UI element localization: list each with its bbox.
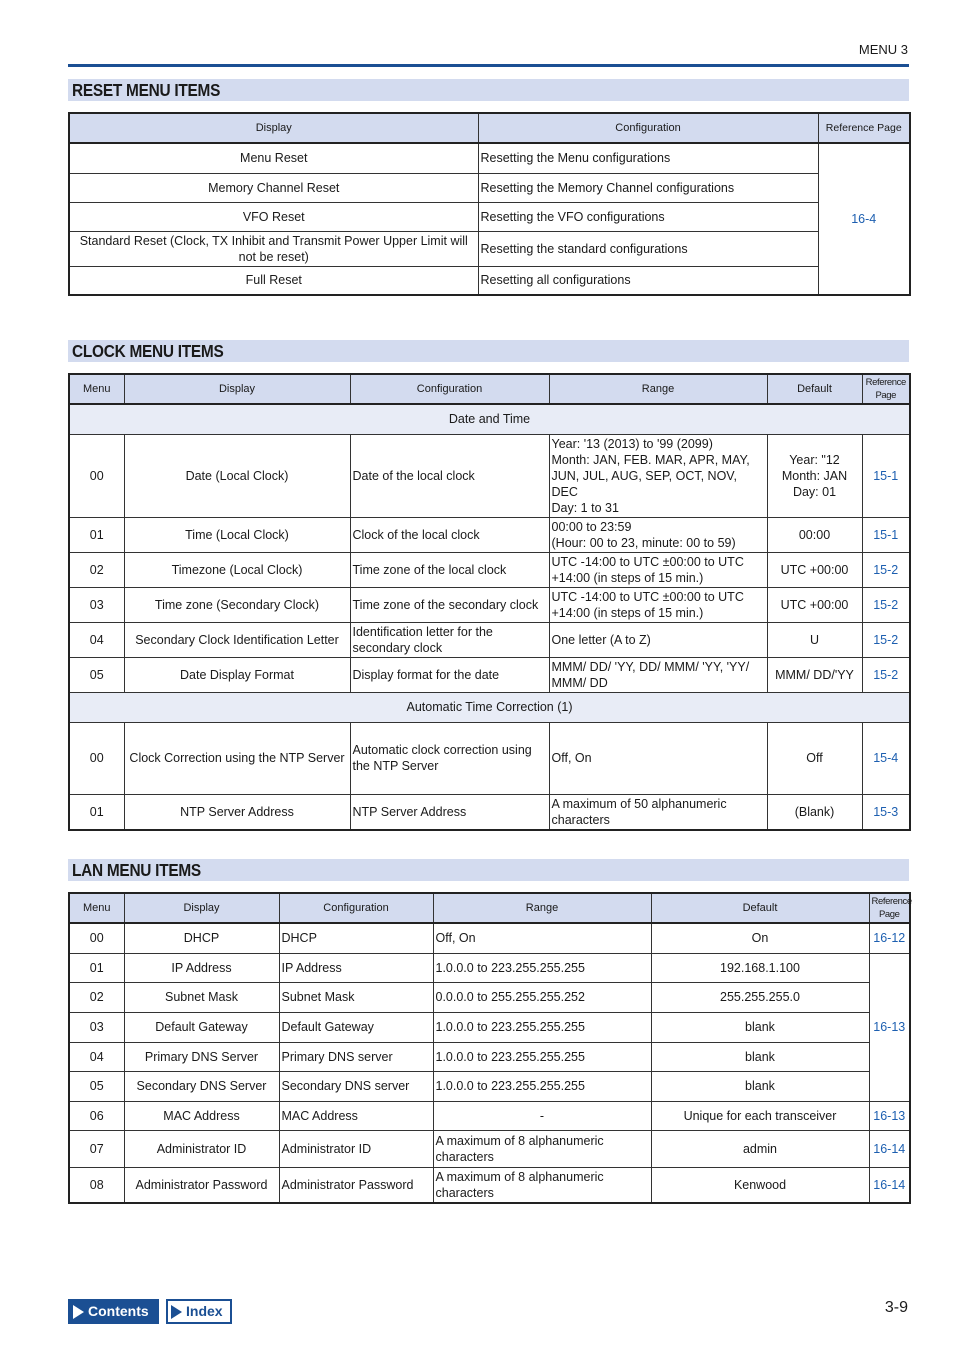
lan-header-menu: Menu [69, 893, 124, 923]
menu-number: 05 [69, 657, 124, 692]
table-row [69, 552, 910, 587]
table-row [69, 517, 910, 552]
configuration-cell: IP Address [279, 953, 433, 982]
table-row [69, 173, 910, 202]
contents-label: Contents [88, 1303, 149, 1319]
clock-section-title: CLOCK MENU ITEMS [68, 340, 909, 362]
range-cell: 1.0.0.0 to 223.255.255.255 [433, 953, 651, 982]
display-cell: Administrator ID [124, 1130, 279, 1167]
lan-section-title: LAN MENU ITEMS [68, 859, 909, 881]
display-cell: Secondary Clock Identification Letter [124, 622, 350, 657]
display-cell: DHCP [124, 923, 279, 953]
reference-link[interactable]: 16-13 [869, 1101, 910, 1130]
display-cell: Time (Local Clock) [124, 517, 350, 552]
display-cell: Time zone (Secondary Clock) [124, 587, 350, 622]
display-cell: IP Address [124, 953, 279, 982]
reference-link[interactable]: 15-2 [862, 622, 910, 657]
clock-header-display: Display [124, 374, 350, 404]
display-cell: Primary DNS Server [124, 1042, 279, 1071]
default-cell: UTC +00:00 [767, 552, 862, 587]
range-cell: 1.0.0.0 to 223.255.255.255 [433, 1012, 651, 1042]
group-row [69, 404, 910, 434]
table-row [69, 202, 910, 231]
reference-link[interactable]: 15-4 [862, 722, 910, 794]
configuration-cell: Secondary DNS server [279, 1071, 433, 1101]
reset-section-title: RESET MENU ITEMS [68, 79, 909, 101]
reset-configuration: Resetting the VFO configurations [478, 202, 818, 231]
default-cell: 192.168.1.100 [651, 953, 869, 982]
table-row [69, 622, 910, 657]
reference-link[interactable]: 15-3 [862, 794, 910, 830]
table-row [69, 1012, 910, 1042]
configuration-cell: Time zone of the secondary clock [350, 587, 549, 622]
reset-header-configuration: Configuration [478, 113, 818, 143]
display-cell: Subnet Mask [124, 982, 279, 1012]
display-cell: Clock Correction using the NTP Server [124, 722, 350, 794]
default-cell: blank [651, 1042, 869, 1071]
reset-configuration: Resetting all configurations [478, 266, 818, 295]
reference-link[interactable]: 15-1 [862, 434, 910, 517]
configuration-cell: Subnet Mask [279, 982, 433, 1012]
default-cell: blank [651, 1071, 869, 1101]
range-cell: Off, On [433, 923, 651, 953]
default-cell: (Blank) [767, 794, 862, 830]
menu-number: 04 [69, 622, 124, 657]
display-cell: Timezone (Local Clock) [124, 552, 350, 587]
range-cell: UTC -14:00 to UTC ±00:00 to UTC +14:00 (in steps of 15 min.) [549, 587, 767, 622]
menu-number: 03 [69, 1012, 124, 1042]
configuration-cell: Clock of the local clock [350, 517, 549, 552]
reset-display: Memory Channel Reset [69, 173, 478, 202]
menu-label: MENU 3 [858, 42, 908, 57]
menu-number: 07 [69, 1130, 124, 1167]
reset-header-display: Display [69, 113, 478, 143]
table-row [69, 587, 910, 622]
configuration-cell: Identification letter for the secondary clock [350, 622, 549, 657]
reset-display: VFO Reset [69, 202, 478, 231]
display-cell: MAC Address [124, 1101, 279, 1130]
table-row [69, 266, 910, 295]
menu-number: 00 [69, 722, 124, 794]
group-row [69, 692, 910, 722]
default-cell: Off [767, 722, 862, 794]
range-cell: A maximum of 50 alphanumeric characters [549, 794, 767, 830]
configuration-cell: DHCP [279, 923, 433, 953]
clock-header-menu: Menu [69, 374, 124, 404]
range-cell: MMM/ DD/ 'YY, DD/ MMM/ 'YY, 'YY/ MMM/ DD [549, 657, 767, 692]
configuration-cell: Default Gateway [279, 1012, 433, 1042]
reset-configuration: Resetting the standard configurations [478, 231, 818, 266]
menu-number: 08 [69, 1167, 124, 1203]
default-cell: UTC +00:00 [767, 587, 862, 622]
reference-link[interactable]: 16-14 [869, 1167, 910, 1203]
reset-table [68, 112, 911, 296]
table-row [69, 231, 910, 266]
range-cell: A maximum of 8 alphanumeric characters [433, 1130, 651, 1167]
index-button[interactable] [166, 1299, 232, 1324]
configuration-cell: Primary DNS server [279, 1042, 433, 1071]
reset-display: Full Reset [69, 266, 478, 295]
default-cell: admin [651, 1130, 869, 1167]
reference-link[interactable]: 16-14 [869, 1130, 910, 1167]
table-row [69, 722, 910, 794]
range-cell: UTC -14:00 to UTC ±00:00 to UTC +14:00 (in steps of 15 min.) [549, 552, 767, 587]
play-arrow-icon [171, 1305, 182, 1319]
table-row [69, 1130, 910, 1167]
lan-header-range: Range [433, 893, 651, 923]
default-cell: Kenwood [651, 1167, 869, 1203]
reference-link[interactable]: 15-1 [862, 517, 910, 552]
menu-number: 02 [69, 982, 124, 1012]
group-label-automatic-time-correction: Automatic Time Correction (1) [69, 692, 910, 722]
table-row [69, 982, 910, 1012]
menu-number: 00 [69, 434, 124, 517]
clock-header-default: Default [767, 374, 862, 404]
table-row [69, 657, 910, 692]
configuration-cell: Date of the local clock [350, 434, 549, 517]
configuration-cell: NTP Server Address [350, 794, 549, 830]
table-row [69, 953, 910, 982]
table-row [69, 794, 910, 830]
table-row [69, 1167, 910, 1203]
play-arrow-icon [73, 1305, 84, 1319]
group-label-date-and-time: Date and Time [69, 404, 910, 434]
default-cell: U [767, 622, 862, 657]
clock-table [68, 373, 911, 831]
default-cell: MMM/ DD/'YY [767, 657, 862, 692]
default-cell: 00:00 [767, 517, 862, 552]
display-cell: NTP Server Address [124, 794, 350, 830]
range-cell: A maximum of 8 alphanumeric characters [433, 1167, 651, 1203]
lan-header-display: Display [124, 893, 279, 923]
lan-header-configuration: Configuration [279, 893, 433, 923]
table-row [69, 1101, 910, 1130]
menu-number: 05 [69, 1071, 124, 1101]
display-cell: Date Display Format [124, 657, 350, 692]
table-row [69, 923, 910, 953]
range-cell: 00:00 to 23:59 (Hour: 00 to 23, minute: 00 to 59) [549, 517, 767, 552]
reference-link[interactable]: 16-13 [869, 953, 910, 1101]
configuration-cell: Display format for the date [350, 657, 549, 692]
configuration-cell: Automatic clock correction using the NTP Server [350, 722, 549, 794]
menu-number: 02 [69, 552, 124, 587]
default-cell: 255.255.255.0 [651, 982, 869, 1012]
lan-header-default: Default [651, 893, 869, 923]
range-cell: One letter (A to Z) [549, 622, 767, 657]
display-cell: Administrator Password [124, 1167, 279, 1203]
contents-button[interactable] [68, 1299, 159, 1324]
clock-header-range: Range [549, 374, 767, 404]
table-row [69, 143, 910, 173]
page-number: 3-9 [884, 1299, 908, 1316]
display-cell: Date (Local Clock) [124, 434, 350, 517]
clock-header-configuration: Configuration [350, 374, 549, 404]
reset-header-reference: Reference Page [818, 113, 910, 143]
lan-table [68, 892, 911, 1204]
reset-reference-link[interactable]: 16-4 [818, 143, 910, 295]
header-rule [68, 64, 909, 67]
table-row [69, 1042, 910, 1071]
menu-number: 03 [69, 587, 124, 622]
menu-number: 01 [69, 794, 124, 830]
range-cell: Year: '13 (2013) to '99 (2099) Month: JAN, FEB. MAR, APR, MAY, JUN, JUL, AUG, SEP, OCT, NOV, DEC Day: 1 to 31 [549, 434, 767, 517]
configuration-cell: Administrator Password [279, 1167, 433, 1203]
range-cell: - [433, 1101, 651, 1130]
reset-configuration: Resetting the Memory Channel configurations [478, 173, 818, 202]
default-cell: blank [651, 1012, 869, 1042]
default-cell: Unique for each transceiver [651, 1101, 869, 1130]
reset-configuration: Resetting the Menu configurations [478, 143, 818, 173]
range-cell: Off, On [549, 722, 767, 794]
reference-link[interactable]: 15-2 [862, 552, 910, 587]
lan-header-reference: Reference Page [869, 893, 910, 923]
reference-link[interactable]: 15-2 [862, 657, 910, 692]
configuration-cell: MAC Address [279, 1101, 433, 1130]
table-row [69, 1071, 910, 1101]
default-cell: Year: "12 Month: JAN Day: 01 [767, 434, 862, 517]
configuration-cell: Time zone of the local clock [350, 552, 549, 587]
reset-display: Standard Reset (Clock, TX Inhibit and Transmit Power Upper Limit will not be reset) [69, 231, 478, 266]
menu-number: 04 [69, 1042, 124, 1071]
range-cell: 0.0.0.0 to 255.255.255.252 [433, 982, 651, 1012]
menu-number: 01 [69, 953, 124, 982]
clock-header-reference: Reference Page [862, 374, 910, 404]
default-cell: On [651, 923, 869, 953]
range-cell: 1.0.0.0 to 223.255.255.255 [433, 1071, 651, 1101]
configuration-cell: Administrator ID [279, 1130, 433, 1167]
reference-link[interactable]: 15-2 [862, 587, 910, 622]
index-label: Index [186, 1303, 223, 1319]
reset-display: Menu Reset [69, 143, 478, 173]
table-row [69, 434, 910, 517]
menu-number: 00 [69, 923, 124, 953]
display-cell: Default Gateway [124, 1012, 279, 1042]
menu-number: 06 [69, 1101, 124, 1130]
reference-link[interactable]: 16-12 [869, 923, 910, 953]
menu-number: 01 [69, 517, 124, 552]
range-cell: 1.0.0.0 to 223.255.255.255 [433, 1042, 651, 1071]
display-cell: Secondary DNS Server [124, 1071, 279, 1101]
